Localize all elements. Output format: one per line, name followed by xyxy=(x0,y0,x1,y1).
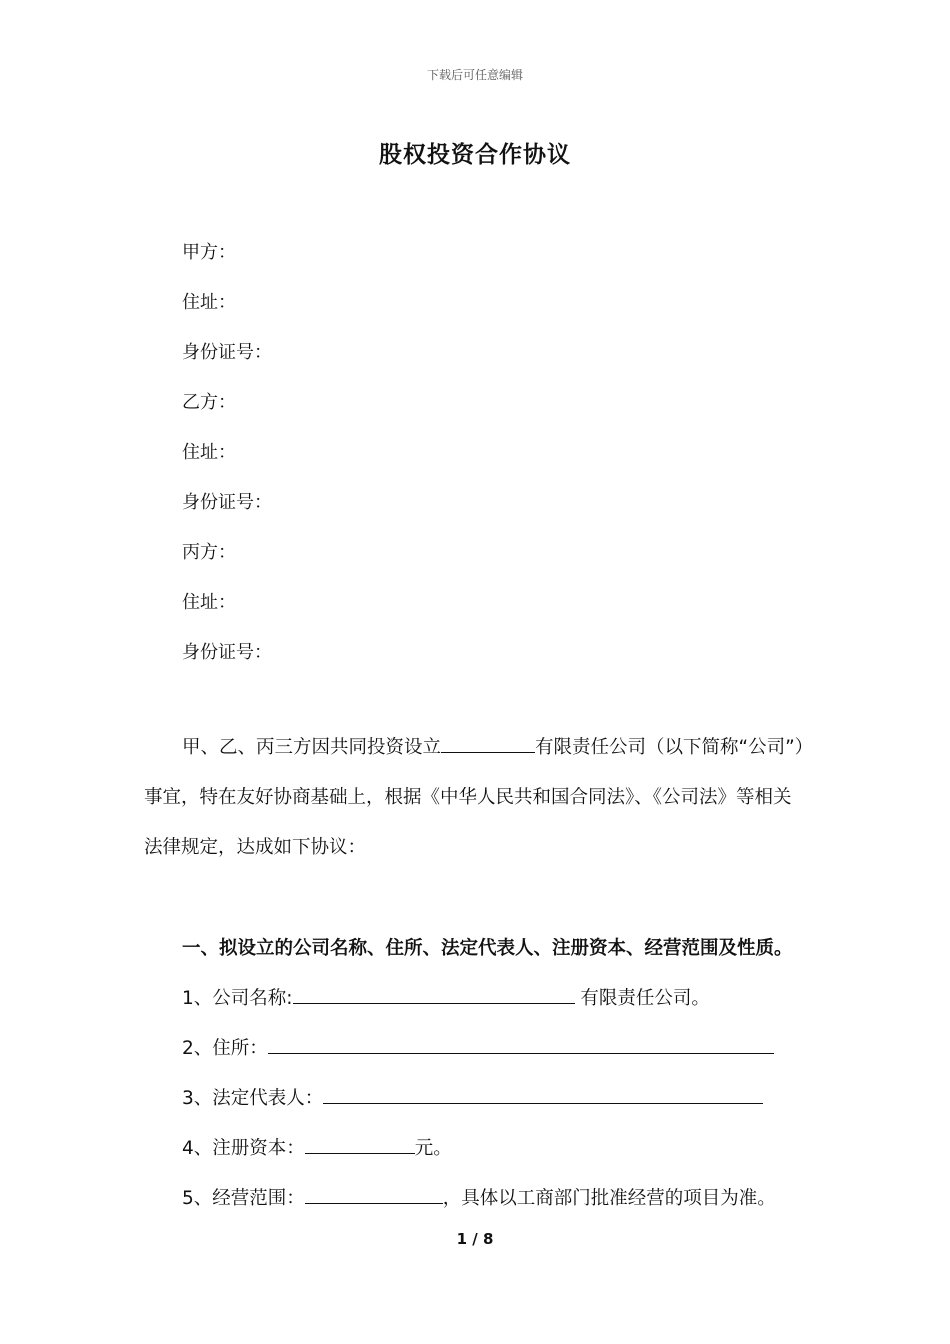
party-b-label: 乙方： xyxy=(182,392,236,413)
intro-paragraph xyxy=(144,723,808,873)
item-company-name-blank xyxy=(293,985,575,1004)
item-legal-rep-label: 3、法定代表人： xyxy=(182,1088,324,1109)
item-capital-suffix: 元。 xyxy=(414,1138,452,1159)
item-company-name-suffix: 有限责任公司。 xyxy=(574,988,710,1009)
item-address-label: 2、住所： xyxy=(182,1038,268,1059)
party-a-address-label: 住址： xyxy=(182,292,236,313)
item-business-scope-suffix: ，具体以工商部门批准经营的项目为准。 xyxy=(442,1188,776,1209)
company-name-blank xyxy=(441,734,535,753)
item-company-name-label: 1、公司名称: xyxy=(182,988,293,1009)
document-title: 股权投资合作协议 xyxy=(379,142,571,168)
item-capital-label: 4、注册资本： xyxy=(182,1138,305,1159)
intro-text-part2: 有限责任公司（以下简称“公司”）事宜，特在友好协商基础上，根据《中华人民共和国合同法》、《公司法》等相关法律规定，达成如下协议： xyxy=(144,737,804,858)
item-business-scope-blank xyxy=(305,1185,443,1204)
page-number: 1 / 8 xyxy=(456,1230,494,1248)
item-address xyxy=(182,1034,774,1060)
item-company-name xyxy=(182,984,710,1010)
intro-text-part1: 甲、乙、丙三方因共同投资设立 xyxy=(182,737,442,758)
party-c-address-label: 住址： xyxy=(182,592,236,613)
section-1-heading: 一、拟设立的公司名称、住所、法定代表人、注册资本、经营范围及性质。 xyxy=(182,938,793,959)
page-header-note: 下载后可任意编辑 xyxy=(426,68,523,82)
party-b-id-label: 身份证号： xyxy=(182,492,272,513)
item-business-scope-label: 5、经营范围： xyxy=(182,1188,305,1209)
party-a-id-label: 身份证号： xyxy=(182,342,272,363)
party-c-label: 丙方： xyxy=(182,542,236,563)
item-business-scope xyxy=(182,1184,776,1210)
item-capital xyxy=(182,1134,452,1160)
party-b-address-label: 住址： xyxy=(182,442,236,463)
item-address-blank xyxy=(268,1035,774,1054)
item-capital-blank xyxy=(305,1135,415,1154)
party-a-label: 甲方： xyxy=(182,242,236,263)
item-legal-rep-blank xyxy=(323,1085,763,1104)
item-legal-rep xyxy=(182,1084,763,1110)
party-c-id-label: 身份证号： xyxy=(182,642,272,663)
